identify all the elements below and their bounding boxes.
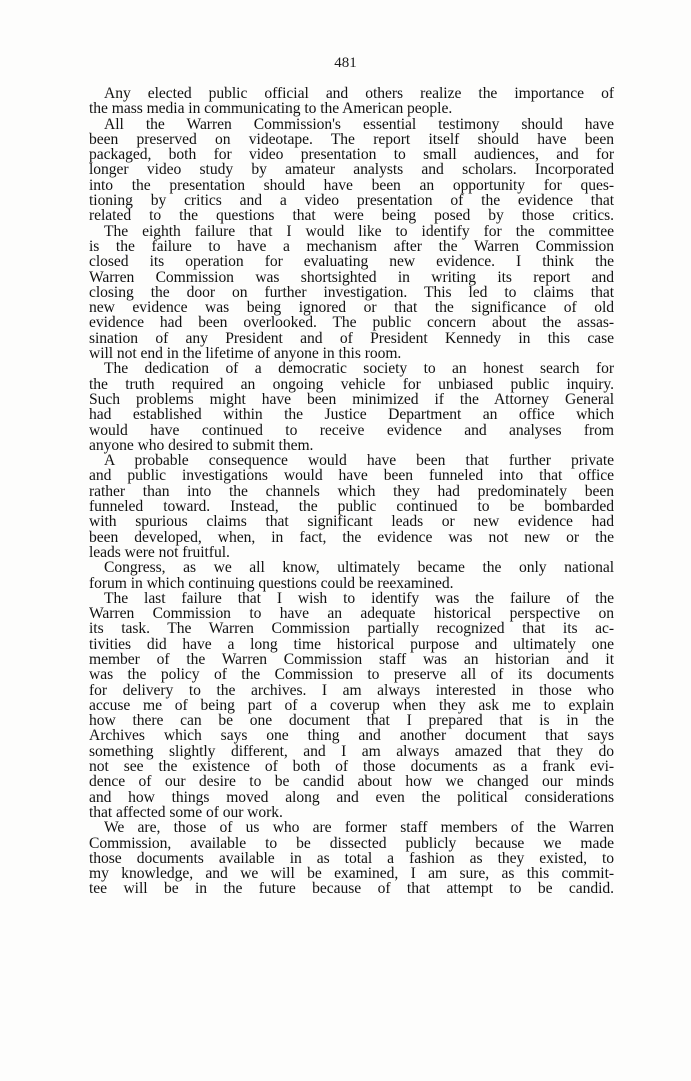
text-line: and how things moved along and even the political considerations bbox=[89, 788, 614, 806]
paragraph bbox=[89, 361, 614, 453]
text-line: A probable consequence would have been that further private bbox=[104, 452, 614, 470]
text-line: All the Warren Commission's essential testimony should have bbox=[104, 115, 614, 133]
text-line: packaged, both for video presentation to small audiences, and for bbox=[89, 146, 614, 164]
paragraph bbox=[89, 453, 614, 560]
text-line: tee will be in the future because of that attempt to be candid. bbox=[89, 880, 614, 898]
text-line: something slightly different, and I am always amazed that they do bbox=[89, 742, 614, 760]
text-line: not see the existence of both of those documents as a frank evi- bbox=[89, 758, 614, 776]
text-line: Warren Commission to have an adequate historical perspective on bbox=[89, 605, 614, 623]
text-line: been developed, when, in fact, the evidence was not new or the bbox=[89, 528, 614, 546]
paragraph bbox=[89, 560, 614, 591]
text-line: for delivery to the archives. I am always interested in those who bbox=[89, 681, 614, 699]
text-line: my knowledge, and we will be examined, I am sure, as this commit- bbox=[89, 865, 614, 883]
text-line: tioning by critics and a video presentation of the evidence that bbox=[89, 192, 614, 210]
text-line: We are, those of us who are former staff members of the Warren bbox=[104, 819, 614, 837]
text-line: Archives which says one thing and another document that says bbox=[89, 727, 614, 745]
paragraph bbox=[89, 86, 614, 117]
body-text bbox=[89, 86, 614, 897]
text-line: accuse me of being part of a coverup when they ask me to explain bbox=[89, 696, 614, 714]
text-line: tivities did have a long time historical purpose and ultimately one bbox=[89, 635, 614, 653]
text-line: been preserved on videotape. The report itself should have been bbox=[89, 130, 614, 148]
text-line: is the failure to have a mechanism after the Warren Commission bbox=[89, 237, 614, 255]
text-line: that affected some of our work. bbox=[89, 803, 283, 821]
text-line: and public investigations would have been funneled into that office bbox=[89, 467, 614, 485]
text-line: the mass media in communicating to the American people. bbox=[89, 100, 453, 118]
text-line: the truth required an ongoing vehicle for unbiased public inquiry. bbox=[89, 375, 614, 393]
text-line: will not end in the lifetime of anyone in this room. bbox=[89, 345, 402, 363]
paragraph bbox=[89, 591, 614, 820]
text-line: longer video study by amateur analysts and scholars. Incorporated bbox=[89, 161, 614, 179]
text-line: Warren Commission was shortsighted in writing its report and bbox=[89, 268, 614, 286]
text-line: into the presentation should have been an opportunity for ques- bbox=[89, 176, 614, 194]
text-line: had established within the Justice Department an office which bbox=[89, 406, 614, 424]
text-line: Commission, available to be dissected publicly because we made bbox=[89, 834, 614, 852]
text-line: The last failure that I wish to identify was the failure of the bbox=[104, 589, 614, 607]
text-line: how there can be one document that I prepared that is in the bbox=[89, 712, 614, 730]
text-line: rather than into the channels which they had predominately been bbox=[89, 482, 614, 500]
text-line: The eighth failure that I would like to identify for the committee bbox=[104, 222, 614, 240]
paragraph bbox=[89, 820, 614, 896]
text-line: funneled toward. Instead, the public continued to be bombarded bbox=[89, 498, 614, 516]
paragraph bbox=[89, 117, 614, 224]
page-number: 481 bbox=[334, 55, 357, 71]
text-line: leads were not fruitful. bbox=[89, 543, 230, 561]
text-line: closed its operation for evaluating new evidence. I think the bbox=[89, 253, 614, 271]
text-line: closing the door on further investigation. This led to claims that bbox=[89, 283, 614, 301]
text-line: related to the questions that were being posed by those critics. bbox=[89, 207, 614, 225]
text-line: Such problems might have been minimized if the Attorney General bbox=[89, 390, 614, 408]
text-line: was the policy of the Commission to preserve all of its documents bbox=[89, 666, 614, 684]
text-line: new evidence was being ignored or that the significance of old bbox=[89, 299, 614, 317]
text-line: sination of any President and of President Kennedy in this case bbox=[89, 329, 614, 347]
text-line: forum in which continuing questions could be reexamined. bbox=[89, 574, 454, 592]
text-line: evidence had been overlooked. The public concern about the assas- bbox=[89, 314, 614, 332]
text-line: dence of our desire to be candid about how we changed our minds bbox=[89, 773, 614, 791]
text-line: Any elected public official and others realize the importance of bbox=[104, 85, 614, 102]
text-line: The dedication of a democratic society to an honest search for bbox=[104, 360, 614, 378]
paragraph bbox=[89, 224, 614, 362]
text-line: would have continued to receive evidence and analyses from bbox=[89, 421, 614, 439]
text-line: anyone who desired to submit them. bbox=[89, 436, 314, 454]
text-line: Congress, as we all know, ultimately became the only national bbox=[104, 559, 614, 577]
text-line: those documents available in as total a fashion as they existed, to bbox=[89, 849, 614, 867]
text-line: member of the Warren Commission staff was an historian and it bbox=[89, 650, 614, 668]
text-line: its task. The Warren Commission partially recognized that its ac- bbox=[89, 620, 614, 638]
text-line: with spurious claims that significant leads or new evidence had bbox=[89, 513, 614, 531]
